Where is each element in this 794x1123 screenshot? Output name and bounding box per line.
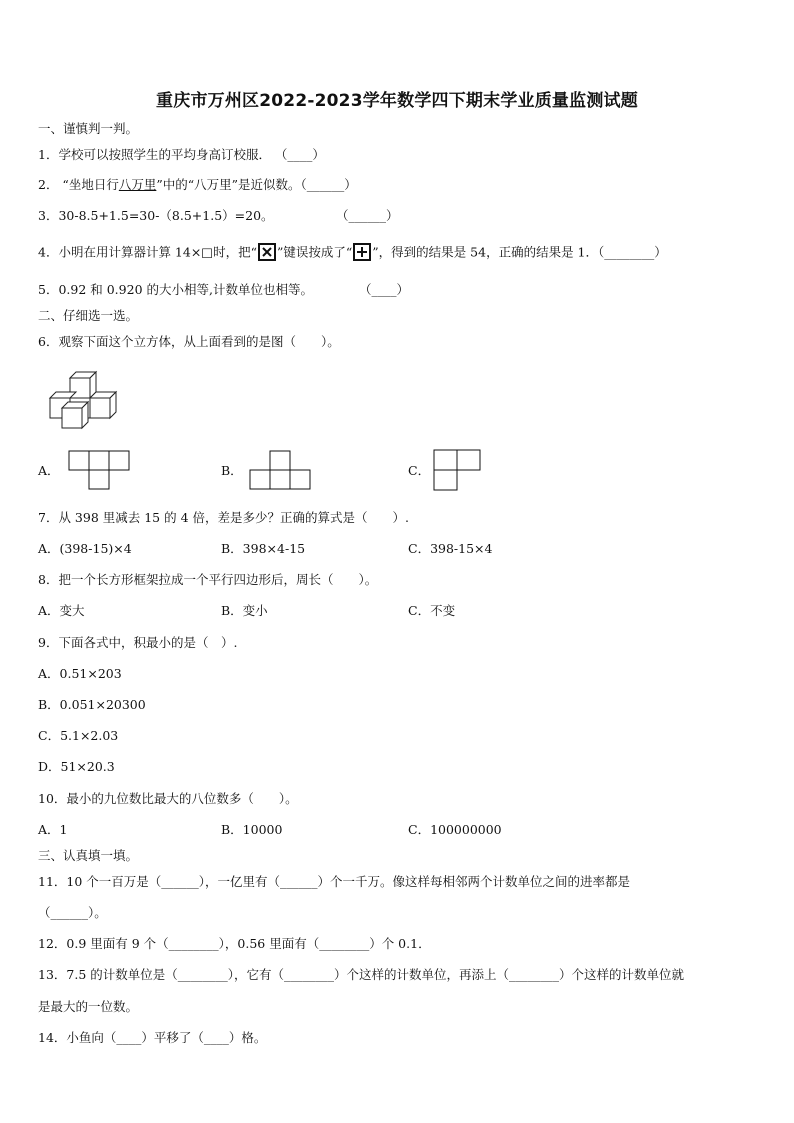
cube-stack-figure	[40, 368, 130, 434]
q6-option-a-grid	[68, 450, 130, 490]
question-4-text-c: ”，得到的结果是 54，正确的结果是 1．（________）	[372, 244, 667, 260]
question-3-blank: （______）	[336, 208, 399, 223]
q10-option-b[interactable]: B．10000	[221, 822, 283, 837]
underlined-phrase: 八万里	[118, 177, 157, 192]
question-3-text: 3．30-8.5+1.5=30-（8.5+1.5）=20。	[38, 208, 274, 223]
question-11-line-2: （______）。	[38, 905, 107, 920]
section-heading-fill: 三、认真填一填。	[38, 848, 139, 863]
question-5-text: 5．0.92 和 0.920 的大小相等,计数单位也相等。	[38, 282, 313, 297]
question-9: 9．下面各式中，积最小的是（ ）.	[38, 635, 238, 650]
q7-option-b[interactable]: B．398×4-15	[221, 541, 306, 556]
q6-option-c-grid	[433, 449, 481, 491]
q6-option-b-label[interactable]: B．	[221, 463, 243, 478]
q6-option-b-grid	[248, 450, 312, 490]
q8-option-a[interactable]: A．变大	[38, 603, 85, 618]
q8-option-c[interactable]: C．不变	[408, 603, 456, 618]
question-4-text-b: ”键误按成了“	[277, 244, 353, 260]
q10-option-c[interactable]: C．100000000	[408, 822, 502, 837]
section-heading-choose: 二、仔细选一选。	[38, 308, 139, 323]
question-1: 1．学校可以按照学生的平均身高订校服． （____）	[38, 147, 325, 162]
section-heading-judge: 一、谨慎判一判。	[38, 121, 139, 136]
question-2-text: 2． “坐地日行八万里”中的“八万里”是近似数。（______）	[38, 177, 357, 192]
question-13-line-2: 是最大的一位数。	[38, 999, 139, 1014]
question-8: 8．把一个长方形框架拉成一个平行四边形后，周长（ ）。	[38, 572, 378, 587]
q10-option-a[interactable]: A．1	[38, 822, 68, 837]
question-11-line-1: 11．10 个一百万是（______），一亿里有（______）个一千万。像这样每相邻两个计数单位之间的进率都是	[38, 874, 631, 889]
question-4-text-a: 4．小明在用计算器计算 14×□时，把“	[38, 244, 258, 260]
plus-key-icon	[353, 243, 371, 261]
page-title: 重庆市万州区2022-2023学年数学四下期末学业质量监测试题	[156, 91, 638, 111]
q9-option-d[interactable]: D．51×20.3	[38, 759, 115, 774]
question-5-blank: （____）	[359, 282, 410, 297]
question-6: 6．观察下面这个立方体，从上面看到的是图（ ）。	[38, 334, 340, 349]
question-7: 7．从 398 里减去 15 的 4 倍，差是多少？正确的算式是（ ）.	[38, 510, 409, 525]
question-4	[38, 244, 667, 262]
question-14: 14．小鱼向（____）平移了（____）格。	[38, 1030, 267, 1045]
q7-option-a[interactable]: A．(398-15)×4	[38, 541, 132, 556]
q7-option-c[interactable]: C．398-15×4	[408, 541, 493, 556]
q6-option-a-label[interactable]: A．	[38, 463, 60, 478]
question-10: 10．最小的九位数比最大的八位数多（ ）。	[38, 791, 298, 806]
question-13-line-1: 13．7.5 的计数单位是（________），它有（________）个这样的计数单位，再添上（________）个这样的计数单位就	[38, 967, 685, 982]
question-5	[38, 282, 410, 298]
question-3	[38, 208, 399, 224]
q9-option-b[interactable]: B．0.051×20300	[38, 697, 146, 712]
question-2	[38, 177, 357, 193]
times-key-icon	[258, 243, 276, 261]
q9-option-c[interactable]: C．5.1×2.03	[38, 728, 119, 743]
question-12: 12．0.9 里面有 9 个（________），0.56 里面有（________）个 0.1．	[38, 936, 431, 951]
q8-option-b[interactable]: B．变小	[221, 603, 268, 618]
q9-option-a[interactable]: A．0.51×203	[38, 666, 122, 681]
q6-option-c-label[interactable]: C．	[408, 463, 431, 478]
